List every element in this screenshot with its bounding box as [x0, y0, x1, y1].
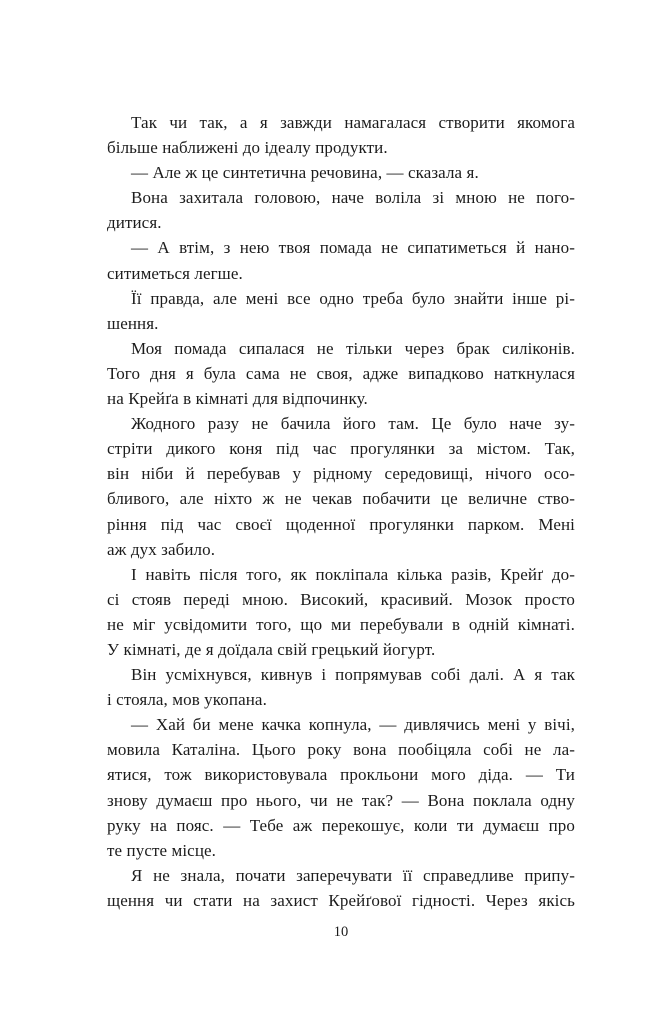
text-line: він ніби й перебував у рідному середовищі, нічого осо-: [107, 464, 575, 484]
text-line: Він усміхнувся, кивнув і попрямував собі далі. А я так: [131, 665, 575, 685]
book-text: [107, 110, 575, 913]
paragraph: [107, 411, 575, 562]
text-line: ситиметься легше.: [107, 263, 243, 283]
paragraph: [107, 336, 575, 411]
paragraph: [107, 110, 575, 160]
text-line: Того дня я була сама не своя, адже випадково наткнулася: [107, 363, 575, 383]
text-line: Я не знала, почати заперечувати її справедливе припу-: [131, 865, 575, 885]
page-number: 10: [333, 924, 349, 940]
text-line: — Хай би мене качка копнула, — дивлячись мені у вічі,: [131, 715, 575, 735]
text-line: руку на пояс. — Тебе аж перекошує, коли ти думаєш про: [107, 815, 575, 835]
text-line: стріти дикого коня під час прогулянки за містом. Так,: [107, 439, 575, 459]
text-line: більше наближені до ідеалу продукти.: [107, 138, 388, 158]
paragraph: [107, 286, 575, 336]
text-line: знову думаєш про нього, чи не так? — Вона поклала одну: [107, 790, 575, 810]
text-line: шення.: [107, 313, 159, 333]
text-line: щення чи стати на захист Крейґової гідності. Через якісь: [107, 890, 575, 910]
text-line: ріння під час своєї щоденної прогулянки парком. Мені: [107, 514, 575, 534]
text-line: — А втім, з нею твоя помада не сипатиметься й нано-: [131, 238, 575, 258]
text-line: бливого, але ніхто ж не чекав побачити це величне ство-: [107, 489, 575, 509]
paragraph: [107, 662, 575, 712]
text-line: Моя помада сипалася не тільки через брак силіконів.: [131, 338, 575, 358]
paragraph: [107, 562, 575, 662]
text-line: Так чи так, а я завжди намагалася створити якомога: [131, 113, 575, 132]
text-line: те пусте місце.: [107, 840, 217, 860]
text-line: мовила Каталіна. Цього року вона пообіцяла собі не ла-: [107, 740, 575, 760]
paragraph: [107, 712, 575, 863]
text-line: І навіть після того, як покліпала кілька разів, Крейґ до-: [131, 564, 575, 584]
text-line: ятися, тож використовувала прокльони мого діда. — Ти: [107, 765, 575, 785]
paragraph: [107, 160, 575, 185]
text-line: аж дух забило.: [107, 539, 216, 559]
text-line: не міг усвідомити того, що ми перебували в одній кімнаті.: [107, 614, 575, 634]
paragraph: [107, 185, 575, 235]
text-line: дитися.: [107, 213, 162, 233]
text-line: Її правда, але мені все одно треба було знайти інше рі-: [131, 288, 575, 308]
paragraph: [107, 863, 575, 913]
text-line: Вона захитала головою, наче воліла зі мною не пого-: [131, 188, 575, 208]
text-line: Жодного разу не бачила його там. Це було наче зу-: [131, 414, 575, 434]
text-line: на Крейґа в кімнаті для відпочинку.: [107, 389, 368, 409]
text-line: сі стояв переді мною. Високий, красивий. Мозок просто: [107, 589, 575, 609]
text-line: У кімнаті, де я доїдала свій грецький йогурт.: [107, 639, 436, 659]
text-line: і стояла, мов укопана.: [107, 690, 267, 710]
text-line: — Але ж це синтетична речовина, — сказала я.: [131, 163, 479, 183]
paragraph: [107, 235, 575, 285]
